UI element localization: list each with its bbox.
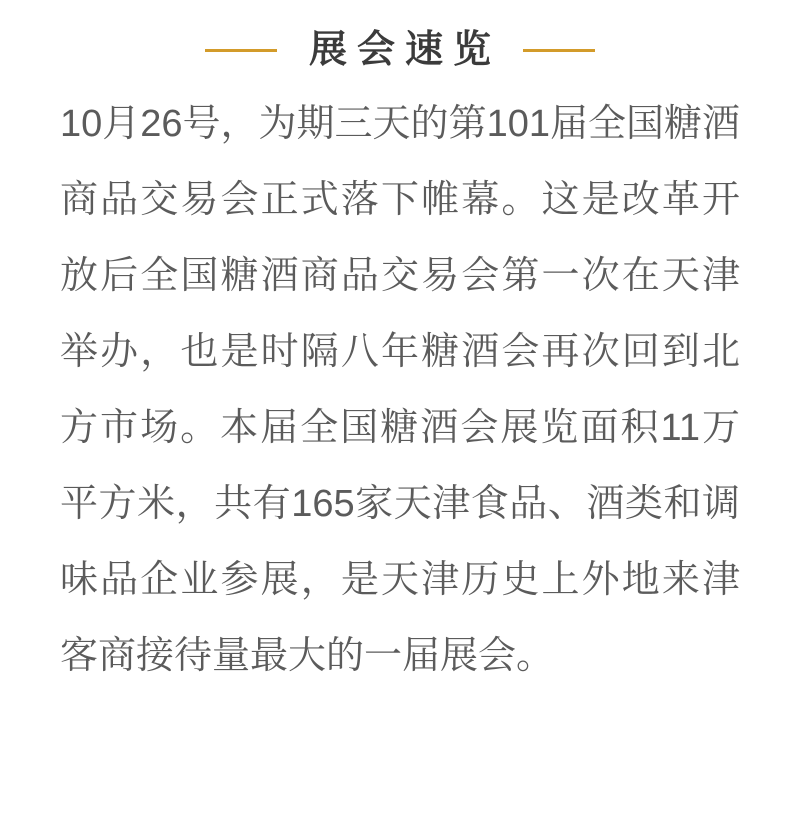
heading-right-rule-icon [523,49,595,52]
heading-left-rule-icon [205,49,277,52]
page-title: 展会速览 [308,29,501,71]
article-paragraph: 10月26号，为期三天的第101届全国糖酒商品交易会正式落下帷幕。这是改革开放后全国糖酒商品交易会第一次在天津举办，也是时隔八年糖酒会再次回到北方市场。本届全国糖酒会展览面积11万平方米，共有165家天津食品、酒类和调味品企业参展，是天津历史上外地来津客商接待量最大的一届展会。 [60,103,740,677]
section-heading [60,0,740,71]
